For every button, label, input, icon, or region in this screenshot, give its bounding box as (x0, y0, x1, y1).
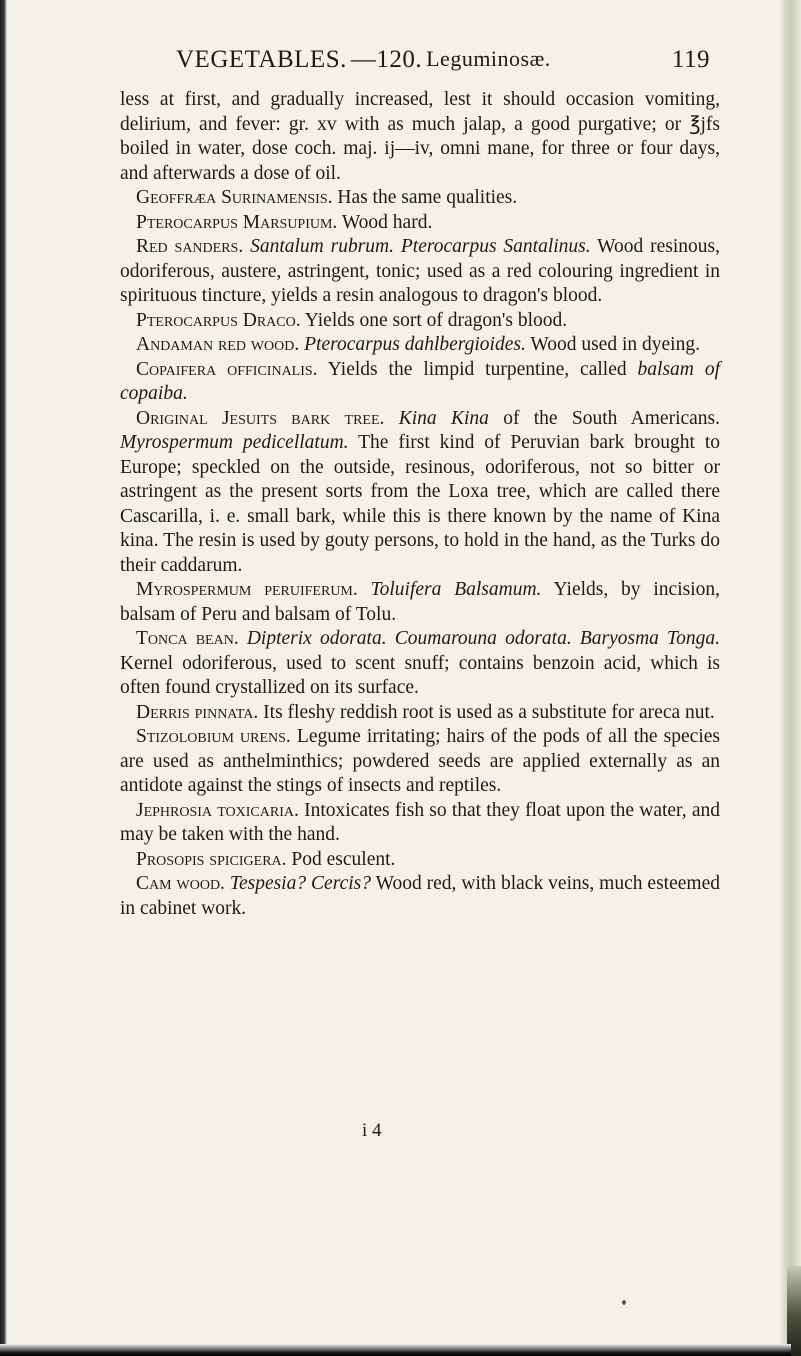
entry-heading: Original Jesuits bark tree. (136, 407, 385, 429)
ink-speck (622, 1300, 626, 1305)
text-run: Its fleshy reddish root is used as a substitute for areca nut. (258, 701, 715, 723)
text-run: Legume irritating; hairs of the pods of all the species are used as anthelminthics; powdered seeds are applied externally as an antidote against the stings of insects and reptiles. (120, 726, 720, 796)
page-bottom-edge (0, 1344, 791, 1356)
entry (120, 211, 720, 236)
entry (120, 627, 720, 701)
text-run: Wood hard. (337, 211, 433, 233)
entry (120, 407, 720, 579)
entry-heading: Red sanders. (136, 236, 244, 257)
page-number: 119 (671, 46, 710, 73)
latin-name: Dipterix odorata. Coumarouna odorata. Baryosma Tonga. (246, 628, 720, 649)
latin-name: Pterocarpus dahlbergioides. (304, 334, 526, 355)
text-run: Yields the limpid turpentine, called (317, 358, 638, 380)
latin-name: Tespesia? Cercis? (229, 873, 371, 894)
entry-heading: Pterocarpus Marsupium. (136, 211, 338, 233)
header-title: VEGETABLES. (176, 46, 347, 73)
text-run: Yields one sort of dragon's blood. (300, 309, 568, 331)
entry-heading: Andaman red wood. (136, 334, 300, 355)
text-run: Kernel odoriferous, used to scent snuff; contains benzoin acid, which is often found crystallized on its surface. (120, 652, 720, 698)
text-run: Intoxicates fish so that they float upon the water, and may be taken with the hand. (120, 799, 720, 845)
entry (120, 358, 720, 407)
entry-heading: Derris pinnata. (136, 701, 259, 723)
entry-heading: Geoffræa Surinamensis. (136, 187, 333, 208)
entry (120, 235, 720, 309)
entry (120, 799, 720, 848)
latin-name: balsam of copaiba. (120, 358, 720, 404)
entry (120, 186, 720, 211)
entry-heading: Copaifera officinalis. (136, 358, 318, 380)
text-run: Wood used in dyeing. (525, 334, 700, 355)
printer-signature-mark: i 4 (362, 1120, 382, 1141)
text-run: of the South Americans. (488, 407, 721, 429)
text-run (384, 408, 398, 429)
text-run: The first kind of Peruvian bark brought to Europe; speckled on the outside, resinous, odoriferous, not so bitter or astringent as the present sorts from the Loxa tree, which are called there Cascarilla, i. e. small bark, while this is there known by the name of Kina kina. The resin is used by gouty persons, to hold in the hand, as the Turks do their caddarum. (120, 432, 720, 576)
book-page (120, 46, 720, 921)
text-run: less at first, and gradually increased, lest it should occasion vomiting, delirium, and fever: gr. xv with as much jalap, a good purgative; or ℥jfs boiled in water, dose coch. maj. ij—iv, omni mane, for three or four days, and afterwards a dose of oil. (120, 89, 720, 184)
entry (120, 701, 720, 726)
entry-heading: Cam wood. (136, 873, 225, 894)
text-run: Wood red, with black veins, much esteemed in cabinet work. (120, 873, 720, 919)
page-right-edge (779, 0, 801, 1356)
running-header (120, 46, 720, 74)
text-run (358, 579, 371, 600)
entry (120, 578, 720, 627)
text-run (239, 628, 247, 649)
latin-name: Toluifera Balsamum. (370, 579, 542, 600)
entry (120, 872, 720, 921)
latin-name: Santalum rubrum. Pterocarpus Santalinus. (250, 236, 591, 257)
entry-heading: Prosopis spicigera. (136, 848, 287, 870)
entry-heading: Tonca bean. (136, 628, 239, 649)
entry (120, 848, 720, 873)
entry-heading: Myrospermum peruiferum. (136, 579, 358, 600)
text-run: Has the same qualities. (332, 187, 518, 208)
entry (120, 309, 720, 334)
latin-name: Myrospermum pedicellatum. (120, 432, 349, 453)
entry (120, 333, 720, 358)
page-binding-edge (0, 0, 7, 1356)
header-section: —120. (350, 46, 423, 73)
text-run: Wood resinous, odoriferous, austere, astringent, tonic; used as a red colouring ingredient in spirituous tincture, yields a resin analogous to dragon's blood. (120, 236, 721, 306)
page-body (120, 88, 720, 921)
entry (120, 725, 720, 799)
entry-heading: Pterocarpus Draco. (136, 309, 301, 331)
paragraph (120, 88, 720, 186)
text-run: Pod esculent. (286, 848, 396, 870)
text-run: Yields, by incision, balsam of Peru and balsam of Tolu. (120, 579, 720, 625)
latin-name: Kina Kina (398, 407, 489, 429)
header-family: Leguminosæ. (426, 46, 551, 71)
entry-heading: Jephrosia toxicaria. (136, 799, 299, 821)
entry-heading: Stizolobium urens. (136, 726, 291, 747)
